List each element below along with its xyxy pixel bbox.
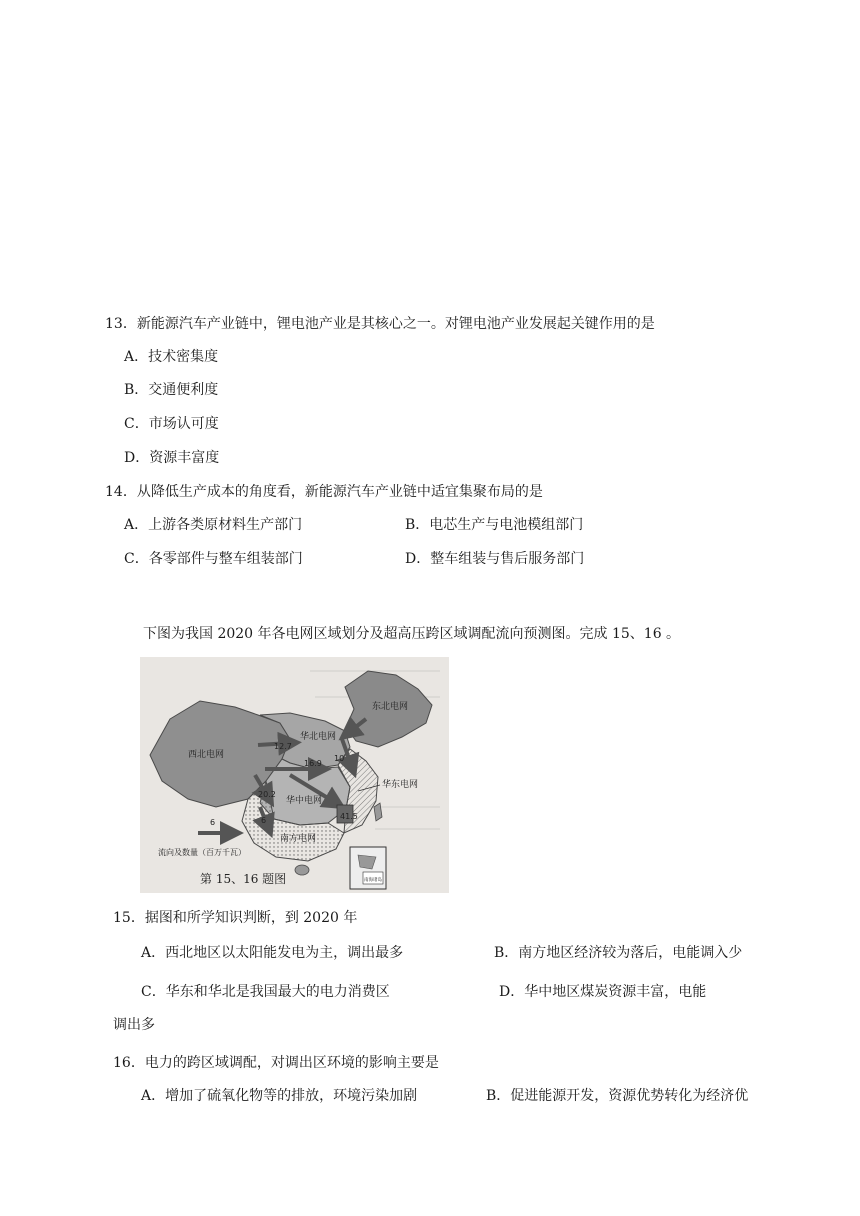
question-13-option-b: B．交通便利度: [124, 382, 219, 398]
question-16-option-a: A．增加了硫氧化物等的排放，环境污染加剧: [141, 1088, 418, 1104]
question-15-option-a: A．西北地区以太阳能发电为主，调出最多: [141, 945, 404, 961]
label-northeast-grid: 东北电网: [372, 702, 409, 712]
south-china-sea-inset: [350, 847, 386, 889]
label-south-grid: 南方电网: [280, 834, 317, 844]
map-legend: [158, 818, 246, 857]
question-15-option-d: D．华中地区煤炭资源丰富，电能: [499, 984, 707, 1000]
question-14-option-a: A．上游各类原材料生产部门: [124, 517, 303, 533]
question-15-option-c: C．华东和华北是我国最大的电力消费区: [141, 984, 390, 1000]
label-east-grid: 华东电网: [382, 780, 419, 790]
question-15-option-d-continuation: 调出多: [113, 1017, 155, 1033]
question-13-option-a: A．技术密集度: [124, 349, 219, 365]
figure-intro: 下图为我国 2020 年各电网区域划分及超高压跨区域调配流向预测图。完成 15、16 。: [143, 626, 681, 642]
label-north-grid: 华北电网: [300, 732, 337, 742]
question-14-option-c: C．各零部件与整车组装部门: [124, 551, 303, 567]
flow-value-16-9: 16.9: [304, 759, 322, 768]
label-central-grid: 华中电网: [286, 796, 323, 806]
flow-value-10: 10: [334, 754, 345, 763]
question-14-option-b: B．电芯生产与电池模组部门: [405, 517, 584, 533]
flow-value-6: 6: [261, 816, 267, 825]
question-13-option-d: D．资源丰富度: [124, 450, 220, 466]
flow-value-12-7: 12.7: [274, 742, 292, 751]
region-taiwan: [374, 803, 382, 821]
question-14-option-d: D．整车组装与售后服务部门: [405, 551, 585, 567]
legend-label: 流向及数量（百万千瓦）: [158, 848, 246, 857]
flow-value-20-2: 20.2: [258, 790, 276, 799]
question-13-stem: 13．新能源汽车产业链中，锂电池产业是其核心之一。对锂电池产业发展起关键作用的是: [105, 316, 655, 332]
inset-label: 南海诸岛: [364, 878, 382, 883]
legend-value: 6: [210, 818, 216, 827]
power-grid-map-figure: [140, 657, 449, 893]
question-15-stem: 15．据图和所学知识判断，到 2020 年: [113, 910, 358, 926]
question-16-option-b: B．促进能源开发，资源优势转化为经济优: [486, 1088, 749, 1104]
figure-caption: 第 15、16 题图: [200, 872, 287, 886]
question-16-stem: 16．电力的跨区域调配，对调出区环境的影响主要是: [113, 1055, 439, 1071]
region-hainan: [295, 865, 309, 875]
question-15-option-b: B．南方地区经济较为落后，电能调入少: [494, 945, 743, 961]
question-14-stem: 14．从降低生产成本的角度看，新能源汽车产业链中适宜集聚布局的是: [105, 484, 543, 500]
question-13-option-c: C．市场认可度: [124, 416, 219, 432]
label-northwest-grid: 西北电网: [188, 750, 225, 760]
flow-value-41-5: 41.5: [340, 812, 358, 821]
